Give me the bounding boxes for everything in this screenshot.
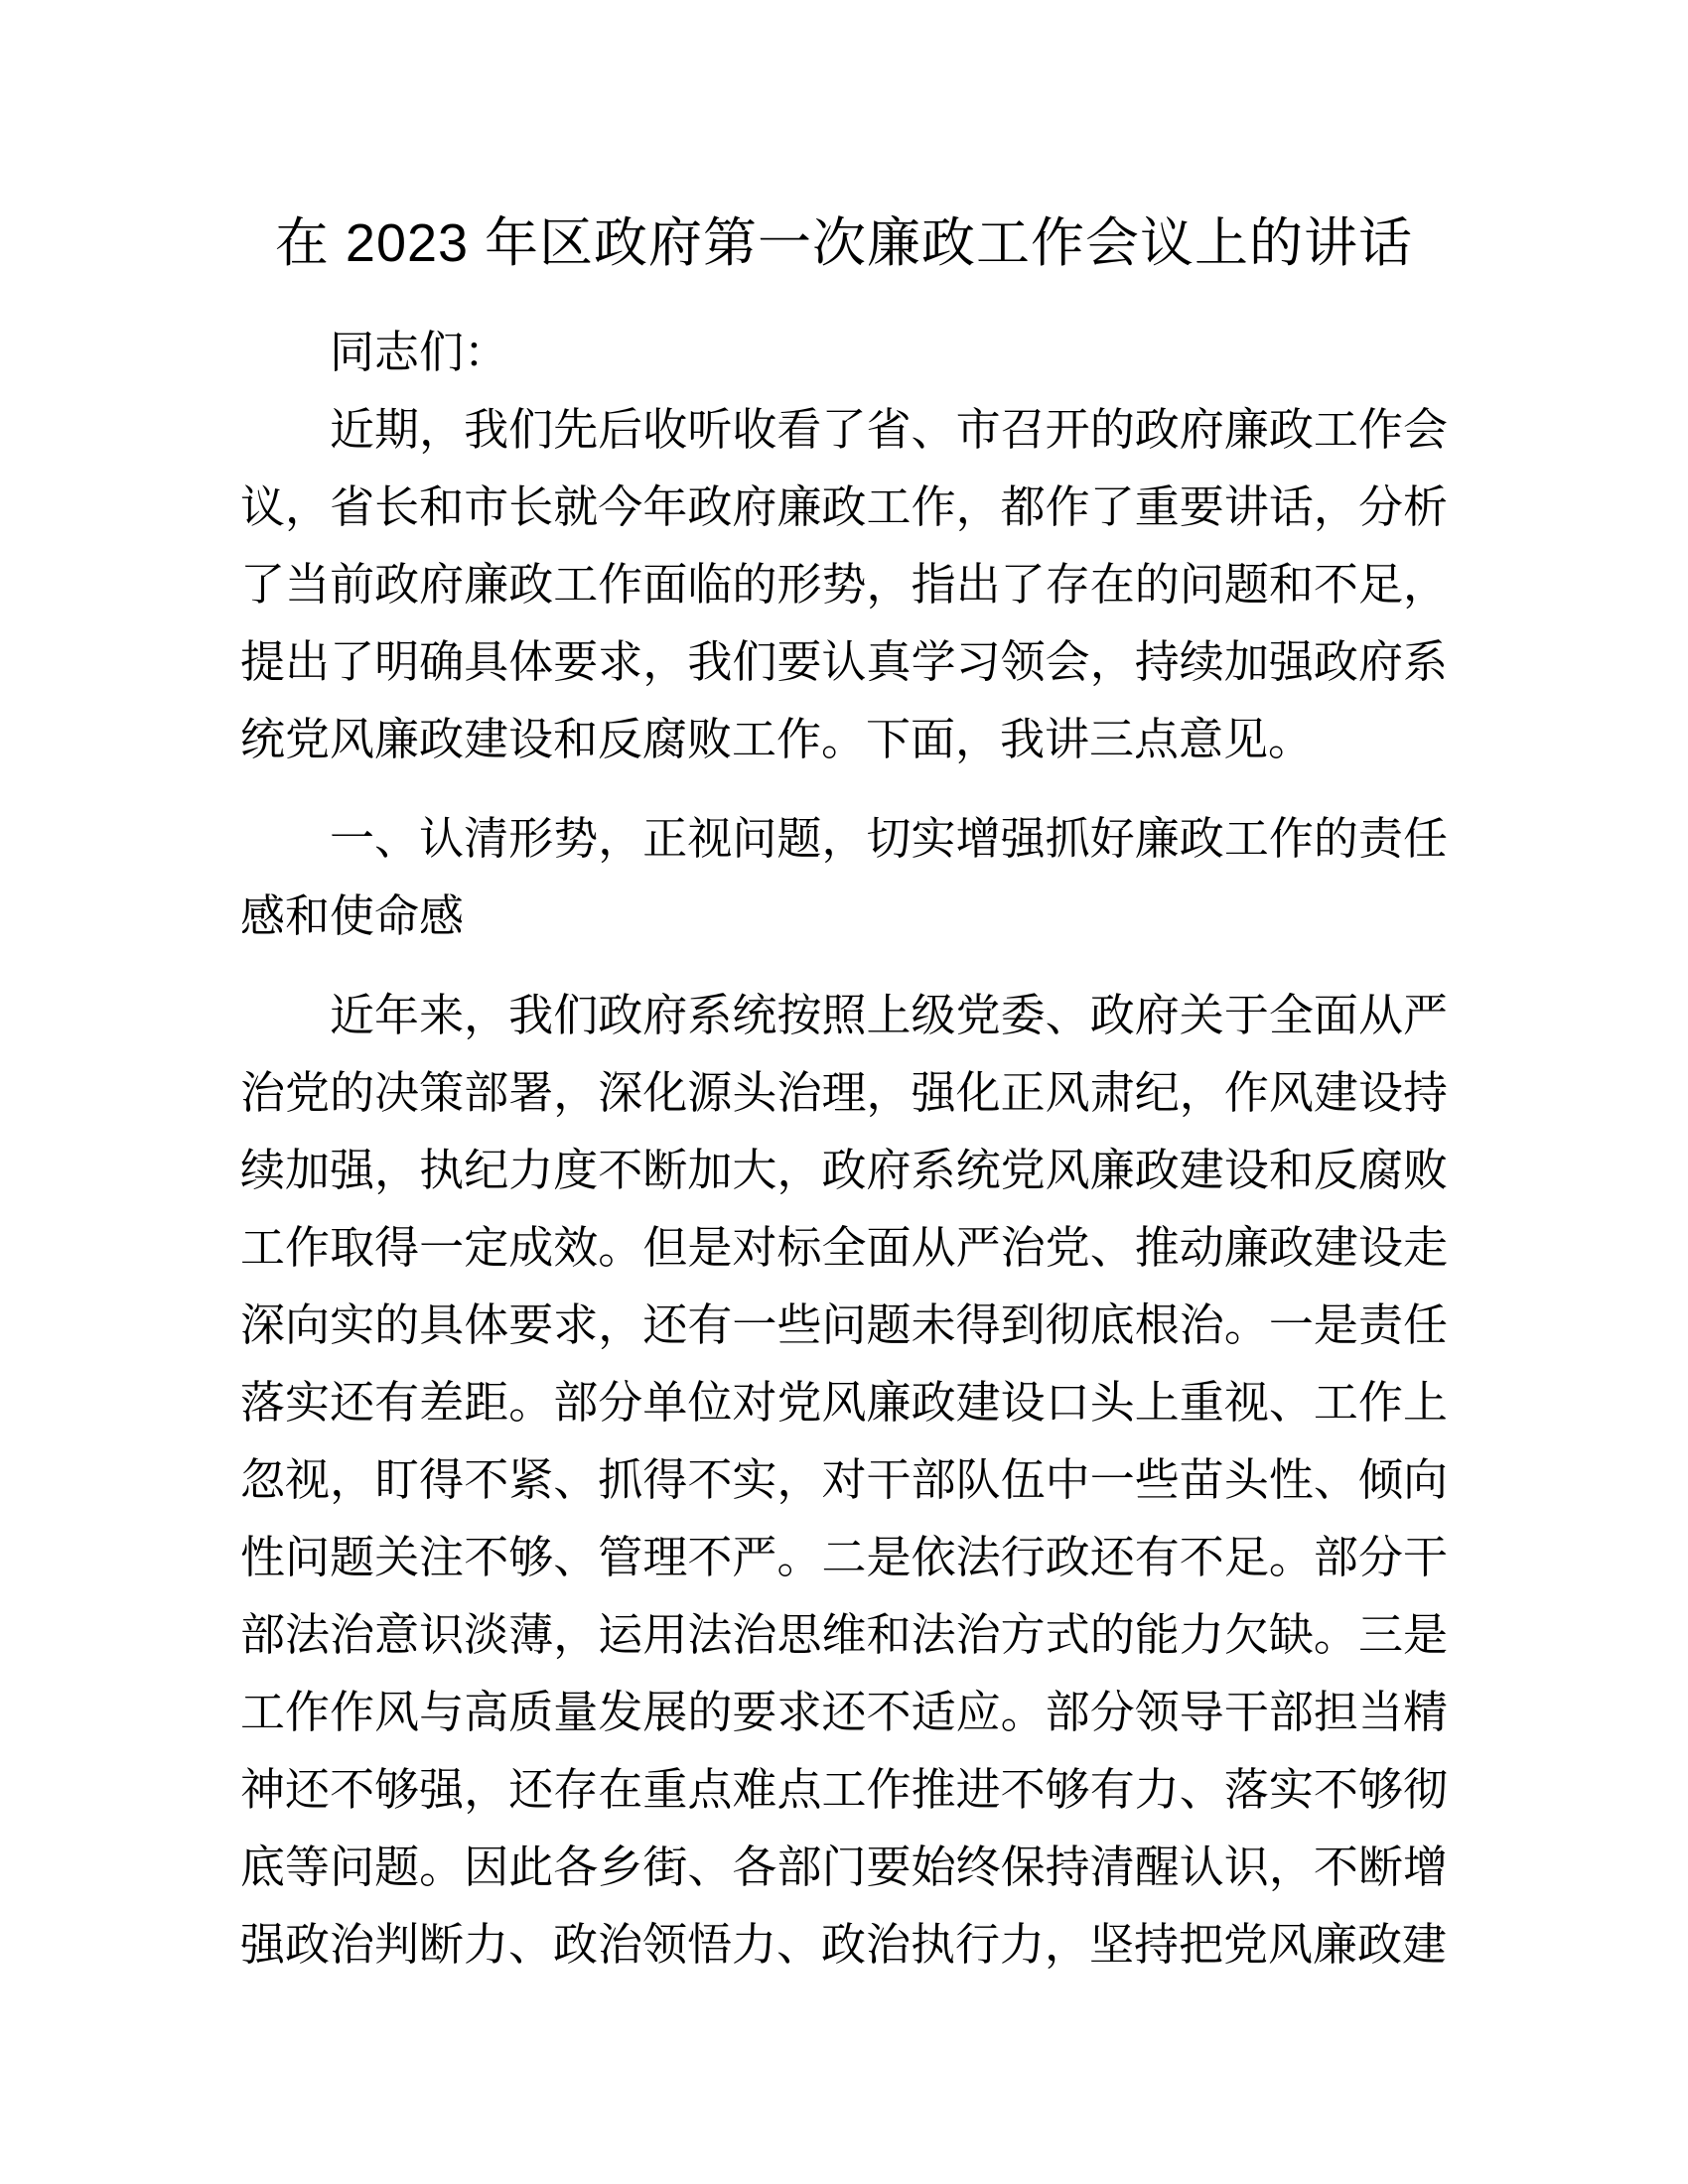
section-heading-1: 一、认清形势，正视问题，切实增强抓好廉政工作的责任感和使命感 (240, 813, 1448, 941)
document-title: 在 2023 年区政府第一次廉政工作会议上的讲话 (274, 213, 1414, 273)
paragraph-section-1-body: 近年来，我们政府系统按照上级党委、政府关于全面从严治党的决策部署，深化源头治理，强化正风肃纪，作风建设持续加强，执纪力度不断加大，政府系统党风廉政建设和反腐败工作取得一定成效。但是对标全面从严治党、推动廉政建设走深向实的具体要求，还有一些问题未得到彻底根治。一是责任落实还有差距。部分单位对党风廉政建设口头上重视、工作上忽视，盯得不紧、抓得不实，对干部队伍中一些苗头性、倾向性问题关注不够、管理不严。二是依法行政还有不足。部分干部法治意识淡薄，运用法治思维和法治方式的能力欠缺。三是工作作风与高质量发展的要求还不适应。部分领导干部担当精神还不够强，还存在重点难点工作推进不够有力、落实不够彻底等问题。因此各乡街、各部门要始终保持清醒认识，不断增强政治判断力、政治领悟力、政治执行力，坚持把党风廉政建 (240, 990, 1448, 1970)
paragraph-intro: 近期，我们先后收听收看了省、市召开的政府廉政工作会议，省长和市长就今年政府廉政工作，都作了重要讲话，分析了当前政府廉政工作面临的形势，指出了存在的问题和不足，提出了明确具体要求，我们要认真学习领会，持续加强政府系统党风廉政建设和反腐败工作。下面，我讲三点意见。 (240, 404, 1448, 764)
paragraph-salutation: 同志们： (330, 327, 509, 377)
